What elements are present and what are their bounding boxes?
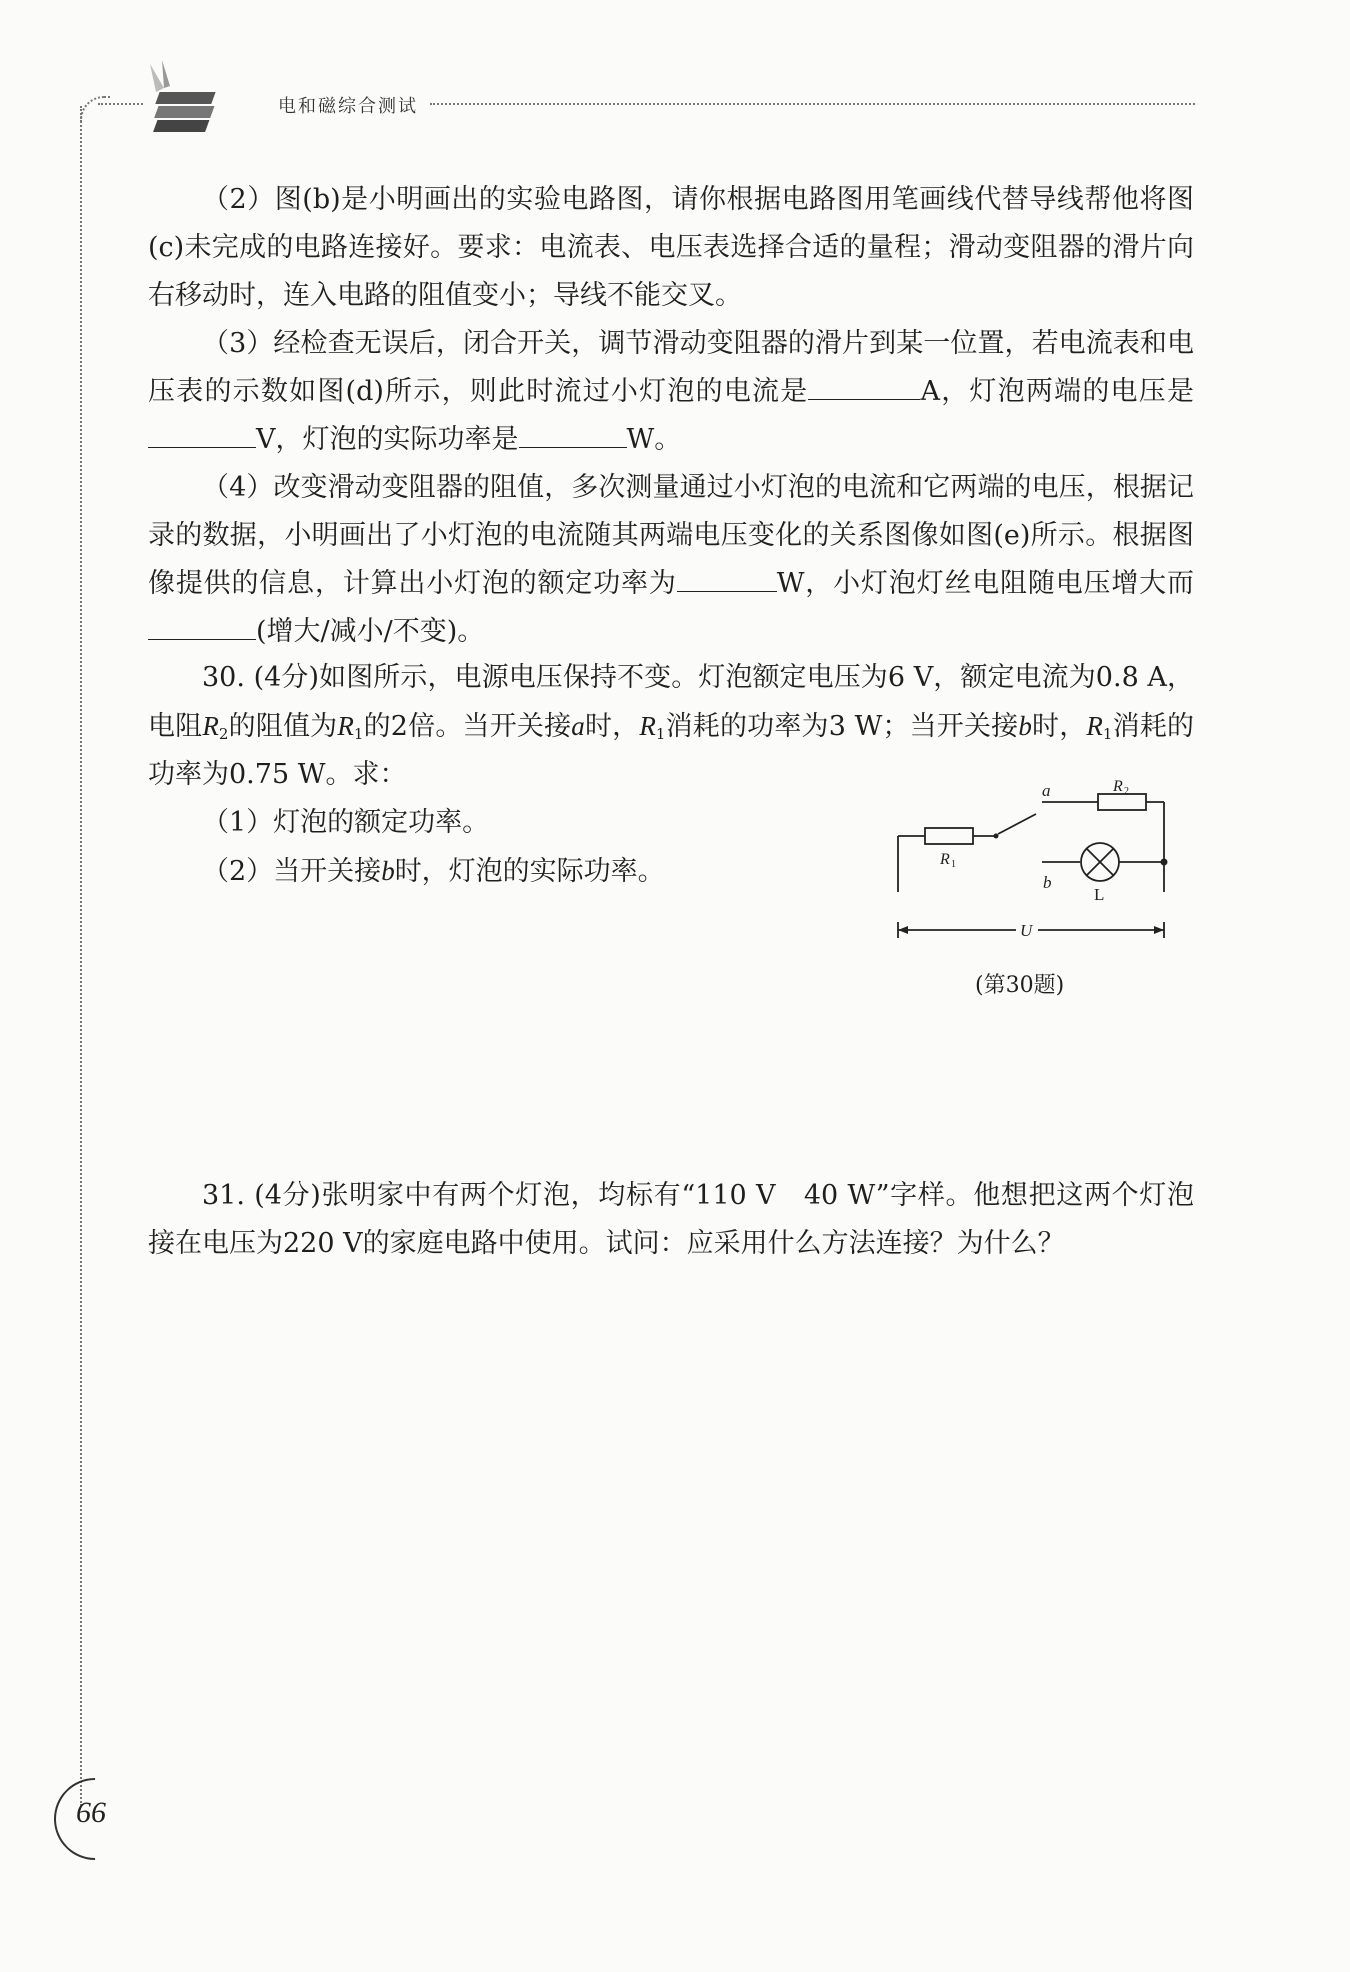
q29-part3-text-2: A，灯泡两端的电压是 bbox=[920, 376, 1194, 407]
symbol-r1-sub: 1 bbox=[1102, 725, 1113, 743]
q30-text-6: 时， bbox=[1031, 711, 1087, 742]
symbol-r2: R bbox=[202, 711, 219, 741]
header-rule-left bbox=[98, 103, 143, 105]
q31-question bbox=[148, 1172, 1194, 1268]
q29-part3-text-3: V，灯泡的实际功率是 bbox=[256, 424, 519, 455]
q30-text-1: 30. (4分)如图所示，电源电压保持不变。灯泡额定电压为6 V，额定电流为0.8 A，电阻 bbox=[148, 662, 1194, 742]
book-stack-icon bbox=[142, 58, 238, 136]
q29-part2 bbox=[148, 176, 1194, 320]
q29-part4-text-3: (增大/减小/不变)。 bbox=[256, 616, 485, 647]
q30-text-7: 消耗的功率为0.75 W。求： bbox=[148, 711, 1195, 790]
symbol-a: a bbox=[571, 711, 585, 741]
answer-blank-current[interactable] bbox=[808, 369, 920, 400]
label-b: b bbox=[1043, 873, 1052, 892]
q30-sub2-text-1: （2）当开关接 bbox=[202, 856, 382, 887]
label-r2-sub: 2 bbox=[1124, 786, 1129, 797]
q29-part4-text-2: W，小灯泡灯丝电阻随电压增大而 bbox=[776, 568, 1194, 599]
q29-part3-text-1: （3）经检查无误后，闭合开关，调节滑动变阻器的滑片到某一位置，若电流表和电压表的示数如图(d)所示，则此时流过小灯泡的电流是 bbox=[148, 328, 1194, 407]
section-title: 电和磁综合测试 bbox=[278, 96, 418, 117]
circuit-diagram bbox=[890, 778, 1190, 948]
q31-text: 31. (4分)张明家中有两个灯泡，均标有“110 V 40 W”字样。他想把这两个灯泡接在电压为220 V的家庭电路中使用。试问：应采用什么方法连接？为什么？ bbox=[148, 1180, 1194, 1259]
q30-text-5: 消耗的功率为3 W；当开关接 bbox=[665, 711, 1019, 742]
symbol-r1-sub: 1 bbox=[655, 725, 666, 743]
q30-sub1: （1）灯泡的额定功率。 bbox=[202, 807, 490, 838]
margin-corner bbox=[80, 96, 110, 122]
page-number: 66 bbox=[76, 1796, 106, 1829]
switch-pivot bbox=[994, 834, 999, 839]
symbol-r1: R bbox=[639, 711, 656, 741]
answer-blank-power[interactable] bbox=[519, 417, 627, 448]
label-r1: R bbox=[940, 851, 950, 868]
q30-text-4: 时， bbox=[584, 711, 640, 742]
symbol-r2-sub: 2 bbox=[218, 725, 229, 743]
label-u: U bbox=[1020, 921, 1033, 940]
label-lamp: L bbox=[1094, 885, 1105, 904]
answer-blank-voltage[interactable] bbox=[148, 417, 256, 448]
margin-rule bbox=[80, 106, 82, 1806]
switch-blade bbox=[998, 814, 1036, 834]
q30-text-2: 的阻值为 bbox=[228, 711, 338, 742]
symbol-b: b bbox=[1018, 711, 1032, 741]
resistor-r2 bbox=[1098, 794, 1146, 810]
label-r1-sub: 1 bbox=[951, 859, 956, 870]
answer-blank-rated-power[interactable] bbox=[677, 561, 777, 592]
label-a: a bbox=[1042, 781, 1051, 800]
q29-part4-text-1: （4）改变滑动变阻器的阻值，多次测量通过小灯泡的电流和它两端的电压，根据记录的数据，小明画出了小灯泡的电流随其两端电压变化的关系图像如图(e)所示。根据图像提供的信息，计算出小灯泡的额定功率为 bbox=[148, 472, 1194, 599]
symbol-r1: R bbox=[337, 711, 354, 741]
q29-part3 bbox=[148, 320, 1194, 464]
figure-caption: (第30题) bbox=[975, 973, 1065, 998]
q29-part4 bbox=[148, 464, 1194, 656]
symbol-b: b bbox=[381, 856, 395, 886]
q29-part3-text-4: W。 bbox=[626, 424, 682, 455]
resistor-r1 bbox=[925, 828, 973, 844]
q29-part2-text: （2）图(b)是小明画出的实验电路图，请你根据电路图用笔画线代替导线帮他将图(c)未完成的电路连接好。要求：电流表、电压表选择合适的量程；滑动变阻器的滑片向右移动时，连入电路的阻值变小；导线不能交叉。 bbox=[148, 184, 1194, 311]
symbol-r1-sub: 1 bbox=[353, 725, 364, 743]
junction-dot bbox=[1161, 859, 1168, 866]
symbol-r1: R bbox=[1086, 711, 1103, 741]
answer-blank-resistance-trend[interactable] bbox=[148, 609, 256, 640]
header-rule bbox=[430, 103, 1195, 105]
label-r2: R bbox=[1113, 778, 1123, 795]
q30-sub2-text-2: 时，灯泡的实际功率。 bbox=[394, 856, 665, 887]
q30-text-3: 的2倍。当开关接 bbox=[363, 711, 572, 742]
